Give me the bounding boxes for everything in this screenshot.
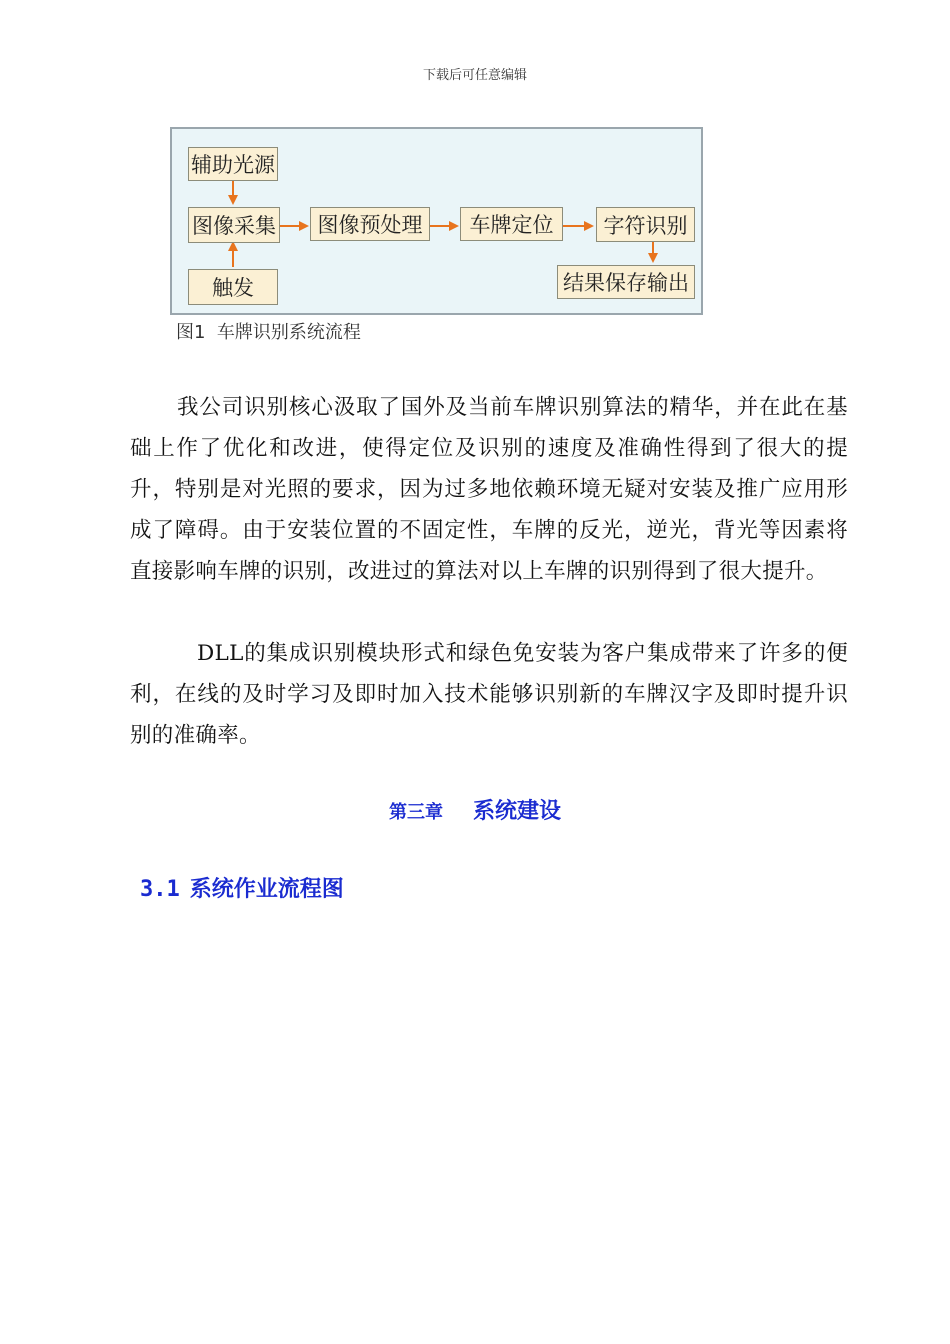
body-paragraph-1: 我公司识别核心汲取了国外及当前车牌识别算法的精华，并在此在基础上作了优化和改进，使得定位及识别的速度及准确性得到了很大的提升，特别是对光照的要求，因为过多地依赖环境无疑对安装及推广应用形成了障碍。由于安装位置的不固定性，车牌的反光，逆光，背光等因素将直接影响车牌的识别，改进过的算法对以上车牌的识别得到了很大提升。: [130, 395, 848, 584]
chapter-number: 第三章: [388, 802, 443, 823]
node-light-source: 辅助光源: [188, 147, 278, 181]
node-trigger: 触发: [188, 269, 278, 305]
body-paragraph-2: DLL的集成识别模块形式和绿色免安装为客户集成带来了许多的便利，在线的及时学习及即时加入技术能够识别新的车牌汉字及即时提升识别的准确率。: [130, 641, 848, 748]
node-output: 结果保存输出: [557, 265, 695, 299]
node-plate-locate: 车牌定位: [460, 207, 563, 241]
node-preprocess: 图像预处理: [310, 207, 430, 241]
chapter-heading: [0, 794, 950, 825]
section-number: 3.1: [140, 877, 180, 902]
section-heading: [140, 872, 344, 903]
chapter-title: 系统建设: [472, 799, 561, 824]
figure-caption: 图1 车牌识别系统流程: [176, 322, 361, 343]
node-image-capture: 图像采集: [188, 207, 280, 243]
flowchart-figure: [170, 127, 703, 315]
node-char-recognize: 字符识别: [596, 207, 695, 242]
page-header-note: 下载后可任意编辑: [422, 68, 527, 83]
section-title: 系统作业流程图: [189, 877, 344, 902]
